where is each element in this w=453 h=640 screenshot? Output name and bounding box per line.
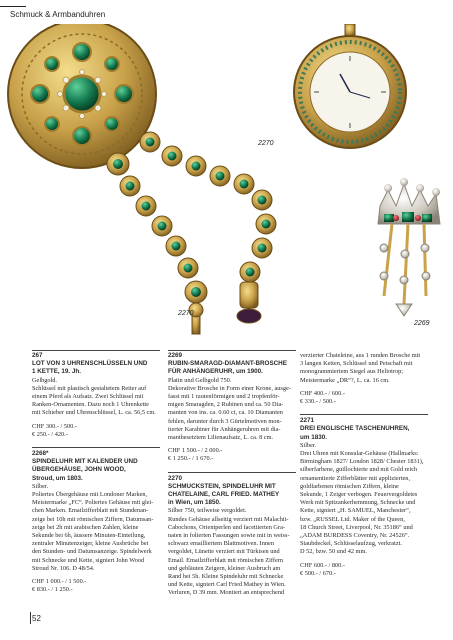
column-2: [168, 352, 296, 606]
lot-2270: [168, 475, 296, 598]
lot-title: SPINDELUHR MIT KALENDER UND: [32, 458, 138, 466]
page-number: 52: [32, 614, 41, 623]
lot-text: D 52, bzw. 50 und 42 mm.: [300, 548, 367, 556]
lot-text: verzierter Chateleine, aus 1 runden Brosche mit: [300, 352, 421, 359]
lot-text: mit Schnecke und Kette, signiert John Wood: [32, 556, 145, 564]
lot-number: 2268*: [32, 450, 49, 458]
lot-title: LOT VON 3 UHRENSCHLÜSSELN UND: [32, 360, 148, 368]
lot-text: zeige bei 2h mit arabischen Zahlen, kleine: [32, 523, 139, 531]
lot-title: 1 KETTE, 19. Jh.: [32, 368, 81, 376]
lot-text: Sekunde bei 6h, äussere Minuten-Einteilung,: [32, 532, 146, 540]
lot-price-eur: € 330.- / 500.-: [300, 398, 336, 406]
lot-text: monogrammiertem Siegel aus Heliotrop;: [300, 368, 404, 376]
lot-text: vergoldet, Lünette verziert mit Türkisen und: [168, 548, 280, 556]
lot-text: fasst mit 1 rautenförmigen und 2 tropfenför-: [168, 393, 280, 401]
lot-rule: [32, 447, 160, 448]
lot-number: 2269: [168, 352, 183, 359]
lot-price-eur: € 830.- / 1 250.-: [32, 586, 73, 594]
lot-text: mit Schieber und Uhrenschlüssel, L. ca. 56,5 cm.: [32, 409, 156, 417]
lot-text: Rand bei 5h. Kleine Spindeluhr mit Schnecke: [168, 573, 284, 581]
lot-text: tierter Karabiner für Anhängeruhren mit dia-: [168, 425, 281, 433]
chatelaine-brooch: [8, 24, 156, 168]
lot-2268: [32, 450, 160, 594]
lot-text: Birmingham 1827/ London 1828/ Chester 1831),: [300, 458, 424, 466]
lot-title: um 1830.: [300, 433, 327, 441]
crown-brooch: [378, 178, 440, 316]
lot-text: migen Smaragden, 2 Rubinen und ca. 50 Dia-: [168, 401, 284, 409]
lot-text: chen Marken. Emailzifferblatt mit Stundenan-: [32, 507, 149, 515]
lot-number: 2270: [168, 474, 183, 482]
lot-text: und Kette, signiert Carl Fried Mathey in Wien.: [168, 581, 286, 589]
lot-text: Poliertes Übergehäuse mit Londoner Marken,: [32, 491, 148, 499]
lot-text: Meistermarke „DR“?, L. ca. 16 cm.: [300, 376, 390, 384]
section-header: [0, 6, 453, 24]
lot-text: und gebläuten Zeigern, kleiner Ausbruch am: [168, 564, 281, 572]
lot-text: schwarz emailliertem Blattmotiven. Innen: [168, 540, 274, 548]
lot-2270-continued: [300, 352, 428, 406]
column-1: [32, 352, 160, 602]
section-title: Schmuck & Armbanduhren: [10, 10, 106, 19]
column-3: [300, 352, 428, 586]
lot-text: Staubdeckel, Schlüsselaufzug, verkratzt.: [300, 540, 402, 548]
column-rule-1: [32, 350, 160, 351]
lot-price-eur: € 1 250.- / 1 670.-: [168, 455, 214, 463]
lot-267: [32, 352, 160, 439]
lot-text: silberfarbene, guillochierte und mit Gold reich: [300, 466, 418, 474]
lot-title: CHATELAINE, CARL FRIED. MATHEY: [168, 491, 280, 499]
lot-price-chf: CHF 1 500.- / 2 000.-: [168, 447, 223, 455]
lot-text: Cabochons, Orientperlen und facettierten Gra-: [168, 523, 285, 531]
lot-title: DREI ENGLISCHE TASCHENUHREN,: [300, 425, 410, 433]
lot-title: in Wien, um 1850.: [168, 499, 221, 507]
lot-text: Schlüssel mit plastisch gestaltetem Reiter auf: [32, 384, 147, 392]
lot-number: 267: [32, 352, 43, 359]
photo-label-2270-watch: 2270: [258, 140, 274, 147]
lot-text: Email. Emailzifferblatt mit römischen Ziffern: [168, 556, 283, 564]
lot-text: Silber.: [32, 482, 49, 490]
jewelry-illustration: [0, 24, 453, 342]
lot-title: SCHMUCKSTEIN, SPINDELUHR MIT: [168, 482, 276, 490]
lot-text: naten in folierten Fassungen sowie mit in weiss-: [168, 532, 290, 540]
lot-text: goldfarbenen römischen Ziffern, kleine: [300, 482, 399, 490]
lot-title: ÜBERGEHÄUSE, JOHN WOOD,: [32, 466, 126, 474]
jewelry-photo: [0, 24, 453, 342]
lot-text: zentraler Minutenzeiger, kleine Ausbrüche bei: [32, 540, 149, 548]
lot-text: Ranken-Ornamenten. Dazu noch 1 Uhrenkette: [32, 401, 149, 409]
lot-price-chf: CHF 1 000.- / 1 500.-: [32, 578, 87, 586]
lot-text: fehlen, darunter durch 3 Gürtelmotiven mon-: [168, 417, 282, 425]
lot-price-chf: CHF 600.- / 800.-: [300, 561, 345, 569]
lot-title: FÜR ANHÄNGERUHR, um 1900.: [168, 368, 263, 376]
lot-text: einem Pferd als Aufsatz. Zwei Schlüssel mit: [32, 393, 144, 401]
lot-text: ornamentierte Zifferblätter mit applizierten,: [300, 474, 411, 482]
lot-text: Meistermarke „FC“. Poliertes Gehäuse mit glei-: [32, 499, 154, 507]
column-rule-2: [168, 350, 296, 351]
lot-text: Silber 750, teilweise vergoldet.: [168, 507, 247, 515]
footer-separator: [30, 612, 31, 624]
lot-text: bzw. „RUSSEL Ltd. Maker of the Queen,: [300, 515, 405, 523]
lot-text: „ADAM BURDESS Coventry, Nr. 24526“.: [300, 532, 410, 540]
lot-title: RUBIN-SMARAGD-DIAMANT-BROSCHE: [168, 360, 287, 368]
lot-number: 2271: [300, 417, 315, 425]
lot-text: Verluren, D 39 mm. Montiert an entsprechend: [168, 589, 285, 597]
lot-title: Stroud, um 1803.: [32, 474, 83, 482]
header-rule: [0, 6, 26, 7]
lot-text: Werk mit Spitzankerhemmung, Schnecke und: [300, 499, 416, 507]
lot-text: manten von ins. ca. 0.60 ct, ca. 10 Diamanten: [168, 409, 283, 417]
lot-text: Sekunde, 1 Zeiger verbogen. Feuervergoldetes: [300, 491, 418, 499]
pocket-watch: [294, 24, 406, 148]
lot-text: 18 Church Street, Liverpool, Nr. 35186“ und: [300, 523, 413, 531]
lot-price-eur: € 500.- / 670.-: [300, 569, 336, 577]
lot-text: mantbesetztem Lilienaufsatz, L. ca. 8 cm.: [168, 434, 274, 442]
lot-text: den Stunden- und Datumsanzeige. Spindelwerk: [32, 548, 152, 556]
photo-label-2270-chatelaine: 2270: [178, 310, 194, 317]
lot-text: Kette, signiert „H. SAMUEL, Manchester“,: [300, 507, 411, 515]
lot-2269: [168, 352, 296, 464]
lot-price-chf: CHF 400.- / 600.-: [300, 389, 345, 397]
lot-text: Rundes Gehäuse allseitig verziert mit Malachit-: [168, 515, 289, 523]
lot-rule: [300, 414, 428, 415]
lot-text: Drei Uhren mit Konsular-Gehäuse (Hallmarks:: [300, 450, 419, 458]
lot-text: Dekorative Brosche in Form einer Krone, ausge-: [168, 384, 291, 392]
lot-price-eur: € 250.- / 420.-: [32, 430, 68, 438]
lot-text: Silber.: [300, 441, 317, 449]
photo-label-2269: 2269: [414, 320, 430, 327]
lot-price-chf: CHF 300.- / 500.-: [32, 422, 77, 430]
lot-2271: [300, 417, 428, 578]
chatelaine-chains: [107, 132, 276, 303]
lot-text: Gelbgold.: [32, 376, 58, 384]
lot-text: Stroud Nr. 106. D 48/54.: [32, 564, 95, 572]
lot-text: Platin und Gelbgold 750.: [168, 376, 232, 384]
lot-text: zeige bei 10h mit römischen Ziffern, Datumsan-: [32, 515, 154, 523]
lot-rule: [168, 472, 296, 473]
lot-text: 3 langen Ketten, Schlüssel und Petschaft mit: [300, 360, 413, 368]
